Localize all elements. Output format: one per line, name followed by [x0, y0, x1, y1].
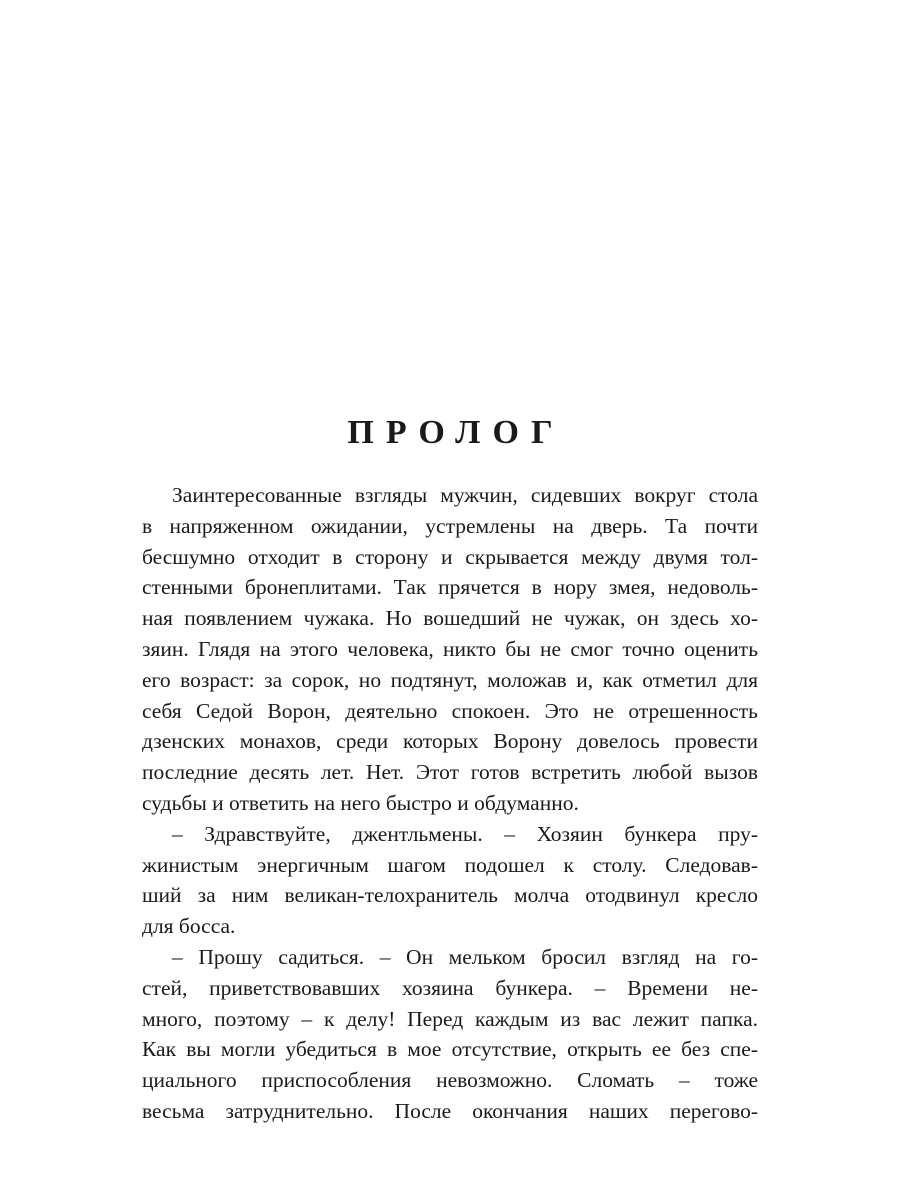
text-line: его возраст: за сорок, но подтянут, моложав и, как отметил для — [142, 667, 758, 692]
text-line: ший за ним великан-телохранитель молча отодвинул кресло — [142, 883, 758, 908]
text-line: зяин. Глядя на этого человека, никто бы не смог точно оценить — [142, 636, 758, 661]
paragraph-3 — [142, 942, 758, 1127]
text-line: для босса. — [142, 914, 236, 939]
text-line: стенными бронеплитами. Так прячется в нору змея, недоволь- — [142, 575, 758, 600]
text-line: судьбы и ответить на него быстро и обдуманно. — [142, 790, 579, 815]
text-line: последние десять лет. Нет. Этот готов встретить любой вызов — [142, 760, 758, 785]
text-line: себя Седой Ворон, деятельно спокоен. Это не отрешенность — [142, 698, 758, 723]
text-line: жинистым энергичным шагом подошел к столу. Следовав- — [142, 852, 758, 877]
text-line: – Прошу садиться. – Он мельком бросил взгляд на го- — [172, 944, 758, 969]
text-line: в напряженном ожидании, устремлены на дверь. Та почти — [142, 513, 758, 538]
body-text — [142, 480, 758, 1127]
text-line: дзенских монахов, среди которых Ворону довелось провести — [142, 729, 758, 754]
chapter-title: ПРОЛОГ — [347, 414, 565, 451]
text-line: Как вы могли убедиться в мое отсутствие, открыть ее без спе- — [142, 1037, 758, 1062]
text-line: стей, приветствовавших хозяина бункера. – Времени не- — [142, 975, 758, 1000]
text-line: много, поэтому – к делу! Перед каждым из вас лежит папка. — [142, 1006, 758, 1031]
text-line: Заинтересованные взгляды мужчин, сидевших вокруг стола — [172, 483, 758, 507]
text-line: весьма затруднительно. После окончания наших перегово- — [142, 1098, 758, 1123]
text-line: бесшумно отходит в сторону и скрывается между двумя тол- — [142, 544, 758, 569]
text-line: циального приспособления невозможно. Сломать – тоже — [142, 1068, 758, 1093]
paragraph-2 — [142, 819, 758, 942]
text-line: ная появлением чужака. Но вошедший не чужак, он здесь хо- — [142, 606, 758, 631]
text-line: – Здравствуйте, джентльмены. – Хозяин бункера пру- — [172, 821, 758, 846]
paragraph-1 — [142, 480, 758, 819]
